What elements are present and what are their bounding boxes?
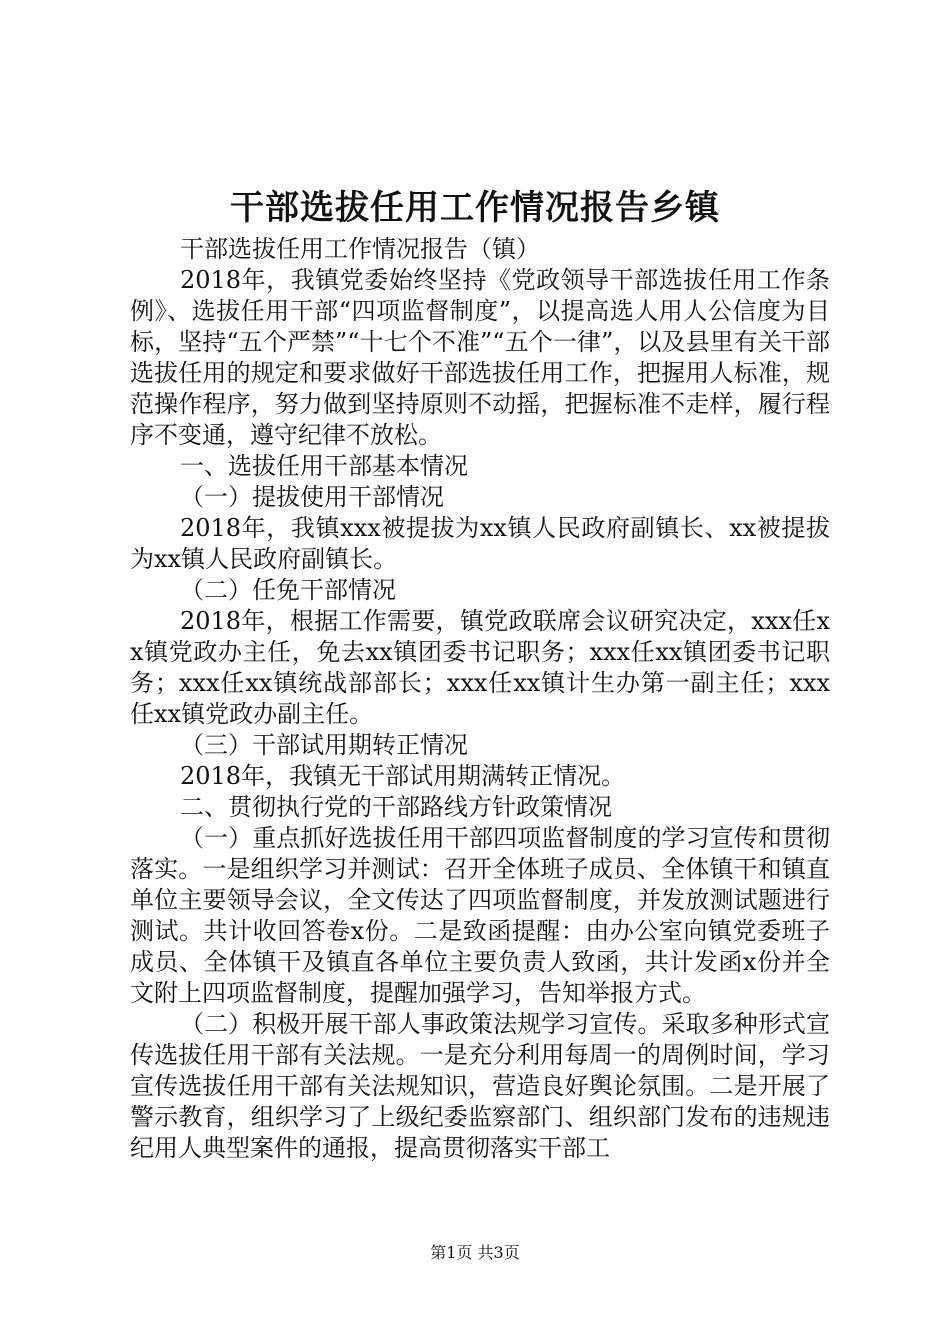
subsection-heading-1-2: （二）任免干部情况 [180,576,396,604]
paragraph-subtitle: 干部选拔任用工作情况报告（镇） [180,235,540,263]
section-heading-2: 二、贯彻执行党的干部路线方针政策情况 [180,793,612,821]
document-title: 干部选拔任用工作情况报告乡镇 [230,188,720,228]
section-heading-1: 一、选拔任用干部基本情况 [180,452,468,480]
document-body [130,234,830,1164]
paragraph-intro: 2018年，我镇党委始终坚持《党政领导干部选拔任用工作条例》、选拔任用干部“四项监督制度”，以提高选人用人公信度为目标，坚持“五个严禁”“十七个不准”“五个一律”，以及县里有关干部选拔任用的规定和要求做好干部选拔任用工作，把握用人标准，规范操作程序，努力做到坚持原则不动摇，把握标准不走样，履行程序不变通，遵守纪律不放松。 [130,266,830,449]
subsection-heading-1-1: （一）提拔使用干部情况 [180,483,444,511]
paragraph-publicity: （二）积极开展干部人事政策法规学习宣传。采取多种形式宣传选拔任用干部有关法规。一是充分利用每周一的周例时间，学习宣传选拔任用干部有关法规知识，营造良好舆论氛围。二是开展了警示教育，组织学习了上级纪委监察部门、组织部门发布的违规违纪用人典型案件的通报，提高贯彻落实干部工 [130,1010,830,1162]
page-number: 第1页 共3页 [430,1243,520,1262]
paragraph-appointments: 2018年，根据工作需要，镇党政联席会议研究决定，xxx任xx镇党政办主任，免去xx镇团委书记职务；xxx任xx镇团委书记职务；xxx任xx镇统战部部长；xxx任xx镇计生办第一副主任；xxx任xx镇党政办副主任。 [130,607,830,728]
paragraph-promotion: 2018年，我镇xxx被提拔为xx镇人民政府副镇长、xx被提拔为xx镇人民政府副镇长。 [130,514,830,573]
paragraph-supervision: （一）重点抓好选拔任用干部四项监督制度的学习宣传和贯彻落实。一是组织学习并测试：召开全体班子成员、全体镇干和镇直单位主要领导会议，全文传达了四项监督制度，并发放测试题进行测试。共计收回答卷x份。二是致函提醒：由办公室向镇党委班子成员、全体镇干及镇直各单位主要负责人致函，共计发函x份并全文附上四项监督制度，提醒加强学习，告知举报方式。 [130,824,830,1007]
paragraph-probation: 2018年，我镇无干部试用期满转正情况。 [180,762,626,790]
subsection-heading-1-3: （三）干部试用期转正情况 [180,731,468,759]
